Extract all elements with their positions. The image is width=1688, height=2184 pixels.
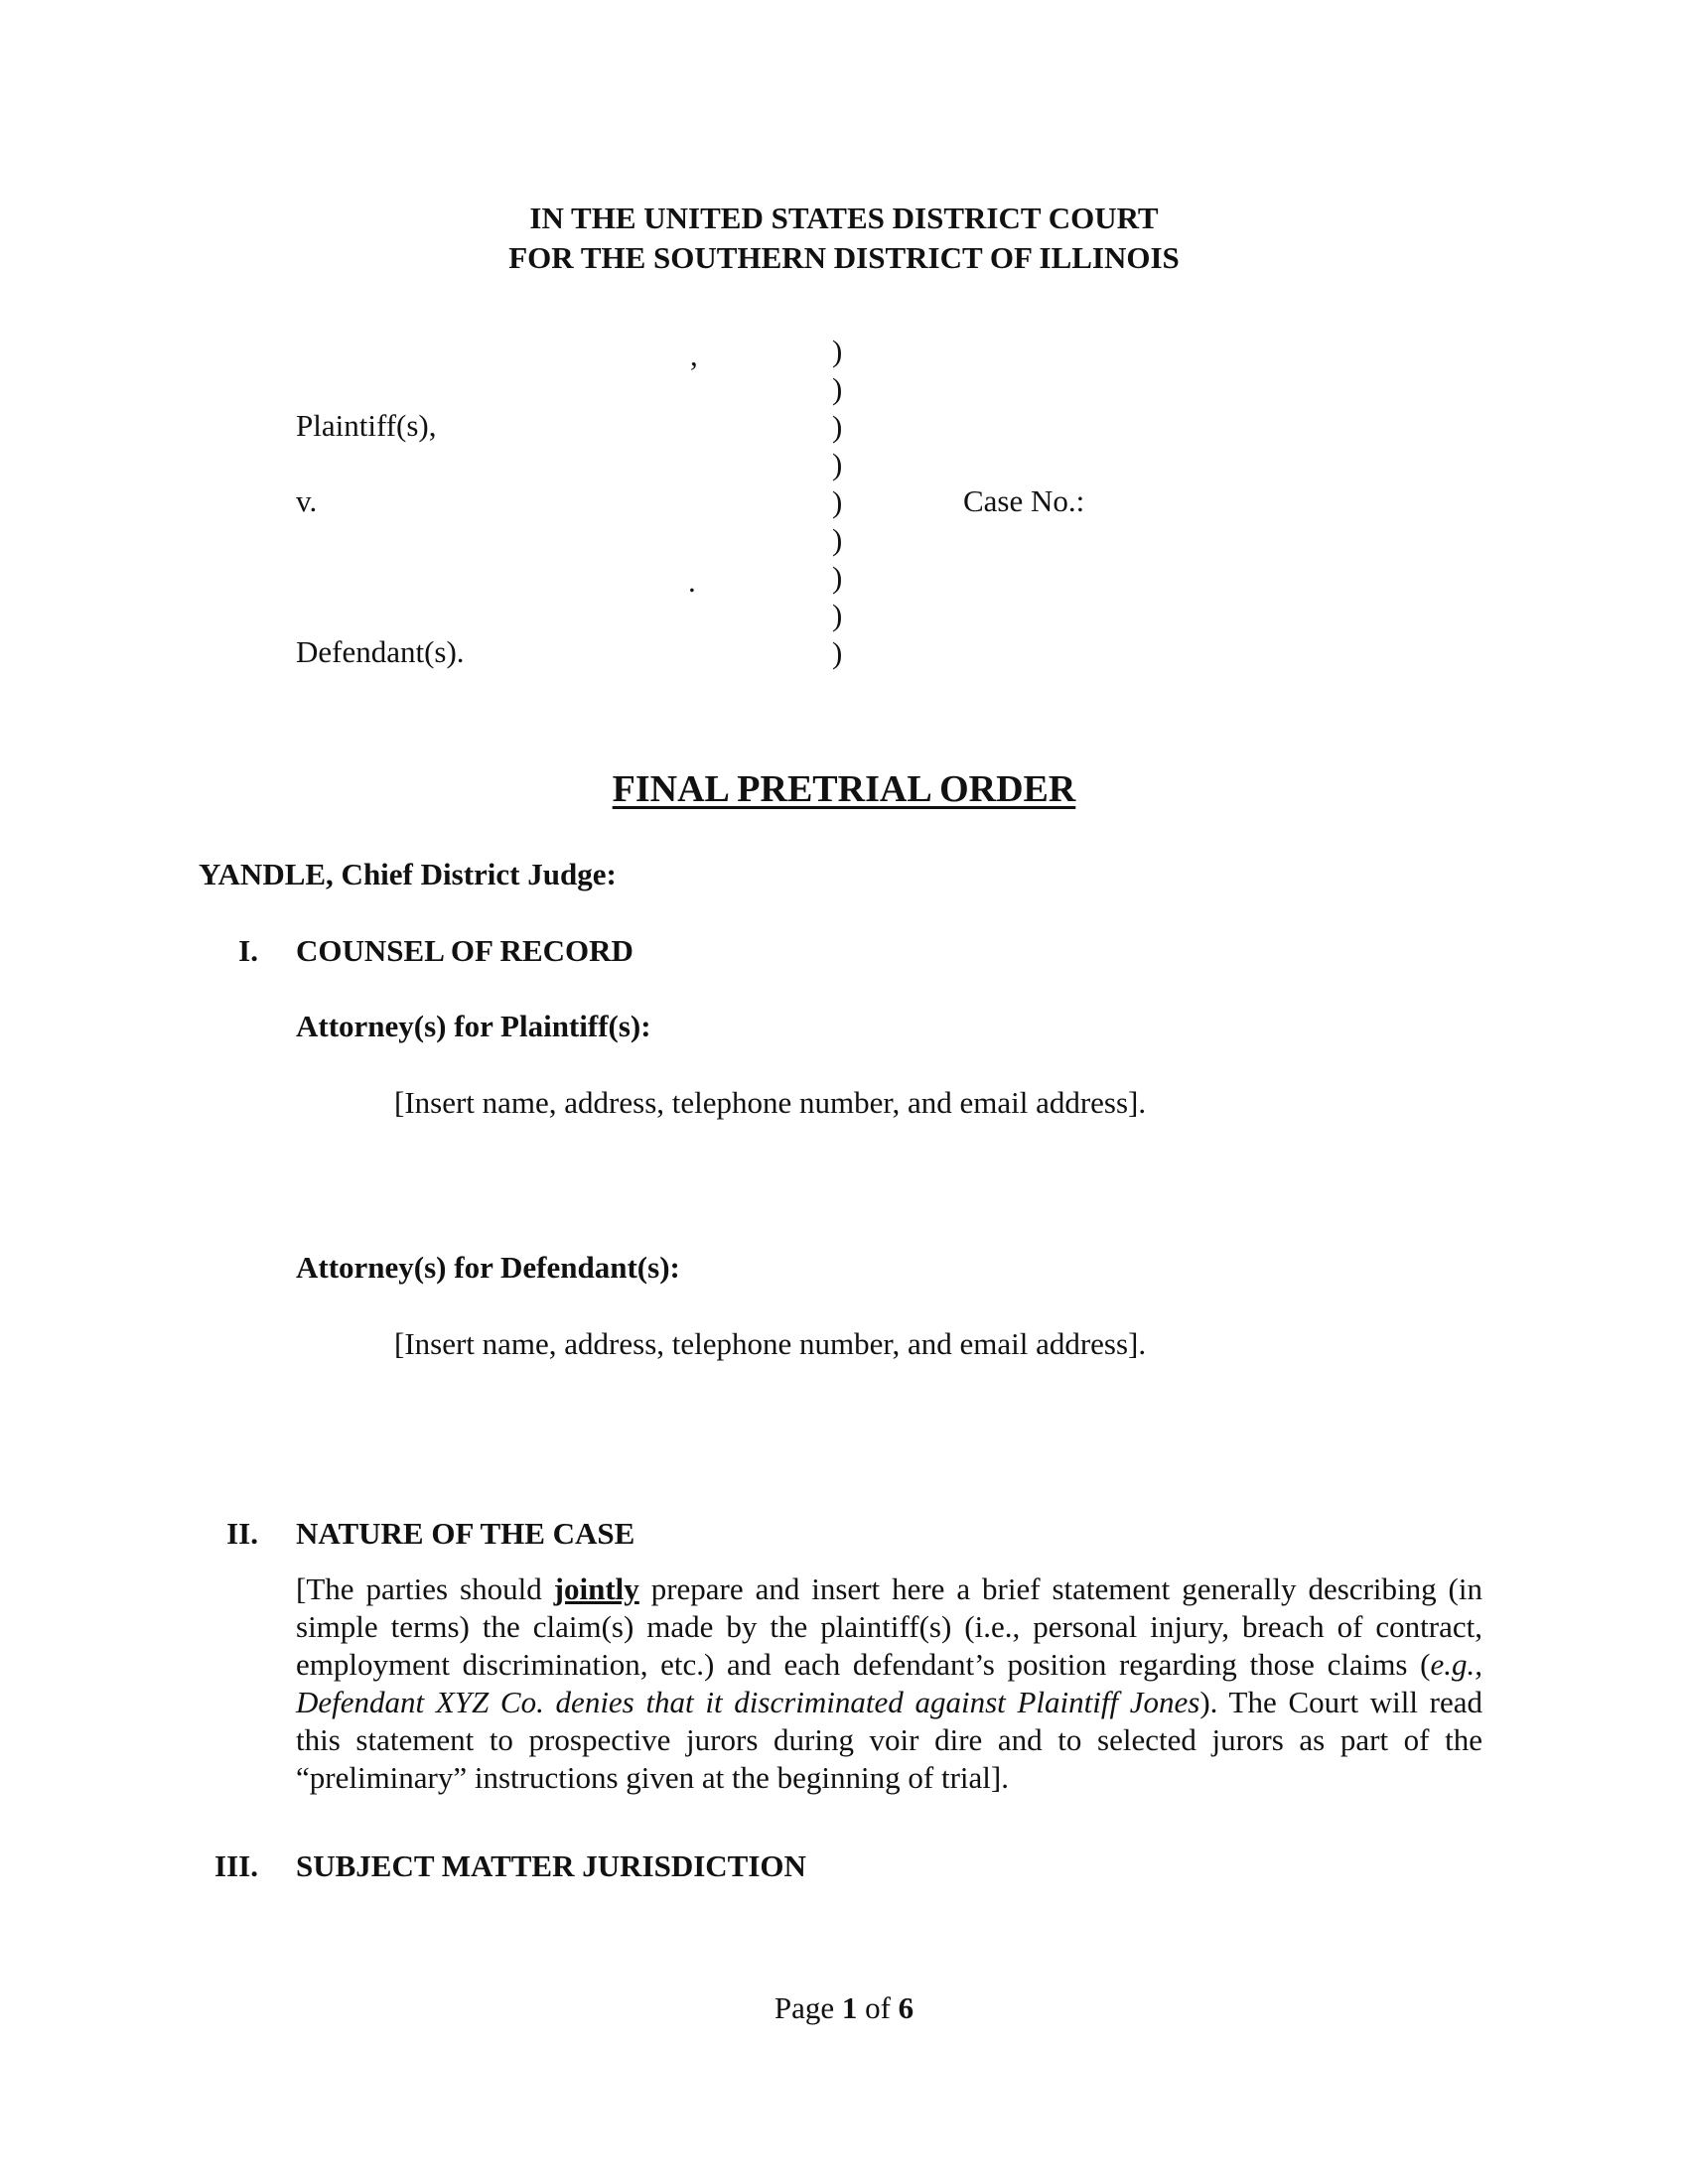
section-heading: COUNSEL OF RECORD xyxy=(296,933,633,968)
plaintiff-label: Plaintiff(s), xyxy=(296,408,437,443)
defendant-name-blank-period: . xyxy=(688,564,696,599)
caption-paren: ) xyxy=(832,447,843,481)
defendant-attorney-placeholder: [Insert name, address, telephone number, and email address]. xyxy=(394,1326,1147,1361)
caption-paren: ) xyxy=(832,598,843,632)
caption-paren: ) xyxy=(832,371,843,406)
defendant-attorney-label: Attorney(s) for Defendant(s): xyxy=(296,1250,680,1285)
page-total-number: 6 xyxy=(898,1990,914,2025)
of-word: of xyxy=(865,1990,891,2025)
page-current-number: 1 xyxy=(841,1990,858,2025)
section-heading: SUBJECT MATTER JURISDICTION xyxy=(296,1848,806,1883)
defendant-label: Defendant(s). xyxy=(296,634,465,669)
section-number: III. xyxy=(214,1848,258,1883)
caption-paren: ) xyxy=(832,522,843,557)
instructions-text: ). The Court will read this statement to prospective jurors during voir dire and to selected jurors as part of the “preliminary” instructions given at the beginning of trial]. xyxy=(296,1685,1483,1795)
jointly-emphasis: jointly xyxy=(553,1571,639,1606)
document-title: FINAL PRETRIAL ORDER xyxy=(612,768,1076,810)
caption-paren: ) xyxy=(832,409,843,444)
instructions-example: e.g., Defendant XYZ Co. denies that it discriminated against Plaintiff Jones xyxy=(296,1647,1482,1719)
caption-paren: ) xyxy=(832,560,843,595)
plaintiff-name-blank-comma: , xyxy=(690,338,698,372)
page-footer xyxy=(0,1990,1688,2026)
versus-label: v. xyxy=(296,483,318,518)
case-number-label: Case No.: xyxy=(963,483,1085,518)
plaintiff-attorney-label: Attorney(s) for Plaintiff(s): xyxy=(296,1009,651,1043)
caption-paren: ) xyxy=(832,484,843,519)
section-number: II. xyxy=(226,1516,258,1551)
nature-of-case-instructions xyxy=(296,1570,1482,1797)
page-word: Page xyxy=(774,1990,835,2025)
plaintiff-attorney-placeholder: [Insert name, address, telephone number, and email address]. xyxy=(394,1085,1147,1120)
section-heading: NATURE OF THE CASE xyxy=(296,1516,635,1551)
instructions-text: [The parties should xyxy=(296,1571,554,1606)
court-name-line-1: IN THE UNITED STATES DISTRICT COURT xyxy=(529,201,1159,235)
caption-paren: ) xyxy=(832,334,843,368)
section-number: I. xyxy=(238,933,258,968)
court-name-line-2: FOR THE SOUTHERN DISTRICT OF ILLINOIS xyxy=(508,240,1180,275)
judge-line: YANDLE, Chief District Judge: xyxy=(199,857,617,891)
instructions-text: prepare and insert here a brief statement generally describing (in simple terms) the claim(s) made by the plaintiff(s) (i.e., personal injury, breach of contract, employment discrimination, etc.) and each defendant’s position regarding those claims ( xyxy=(296,1571,1482,1682)
caption-paren: ) xyxy=(832,635,843,670)
